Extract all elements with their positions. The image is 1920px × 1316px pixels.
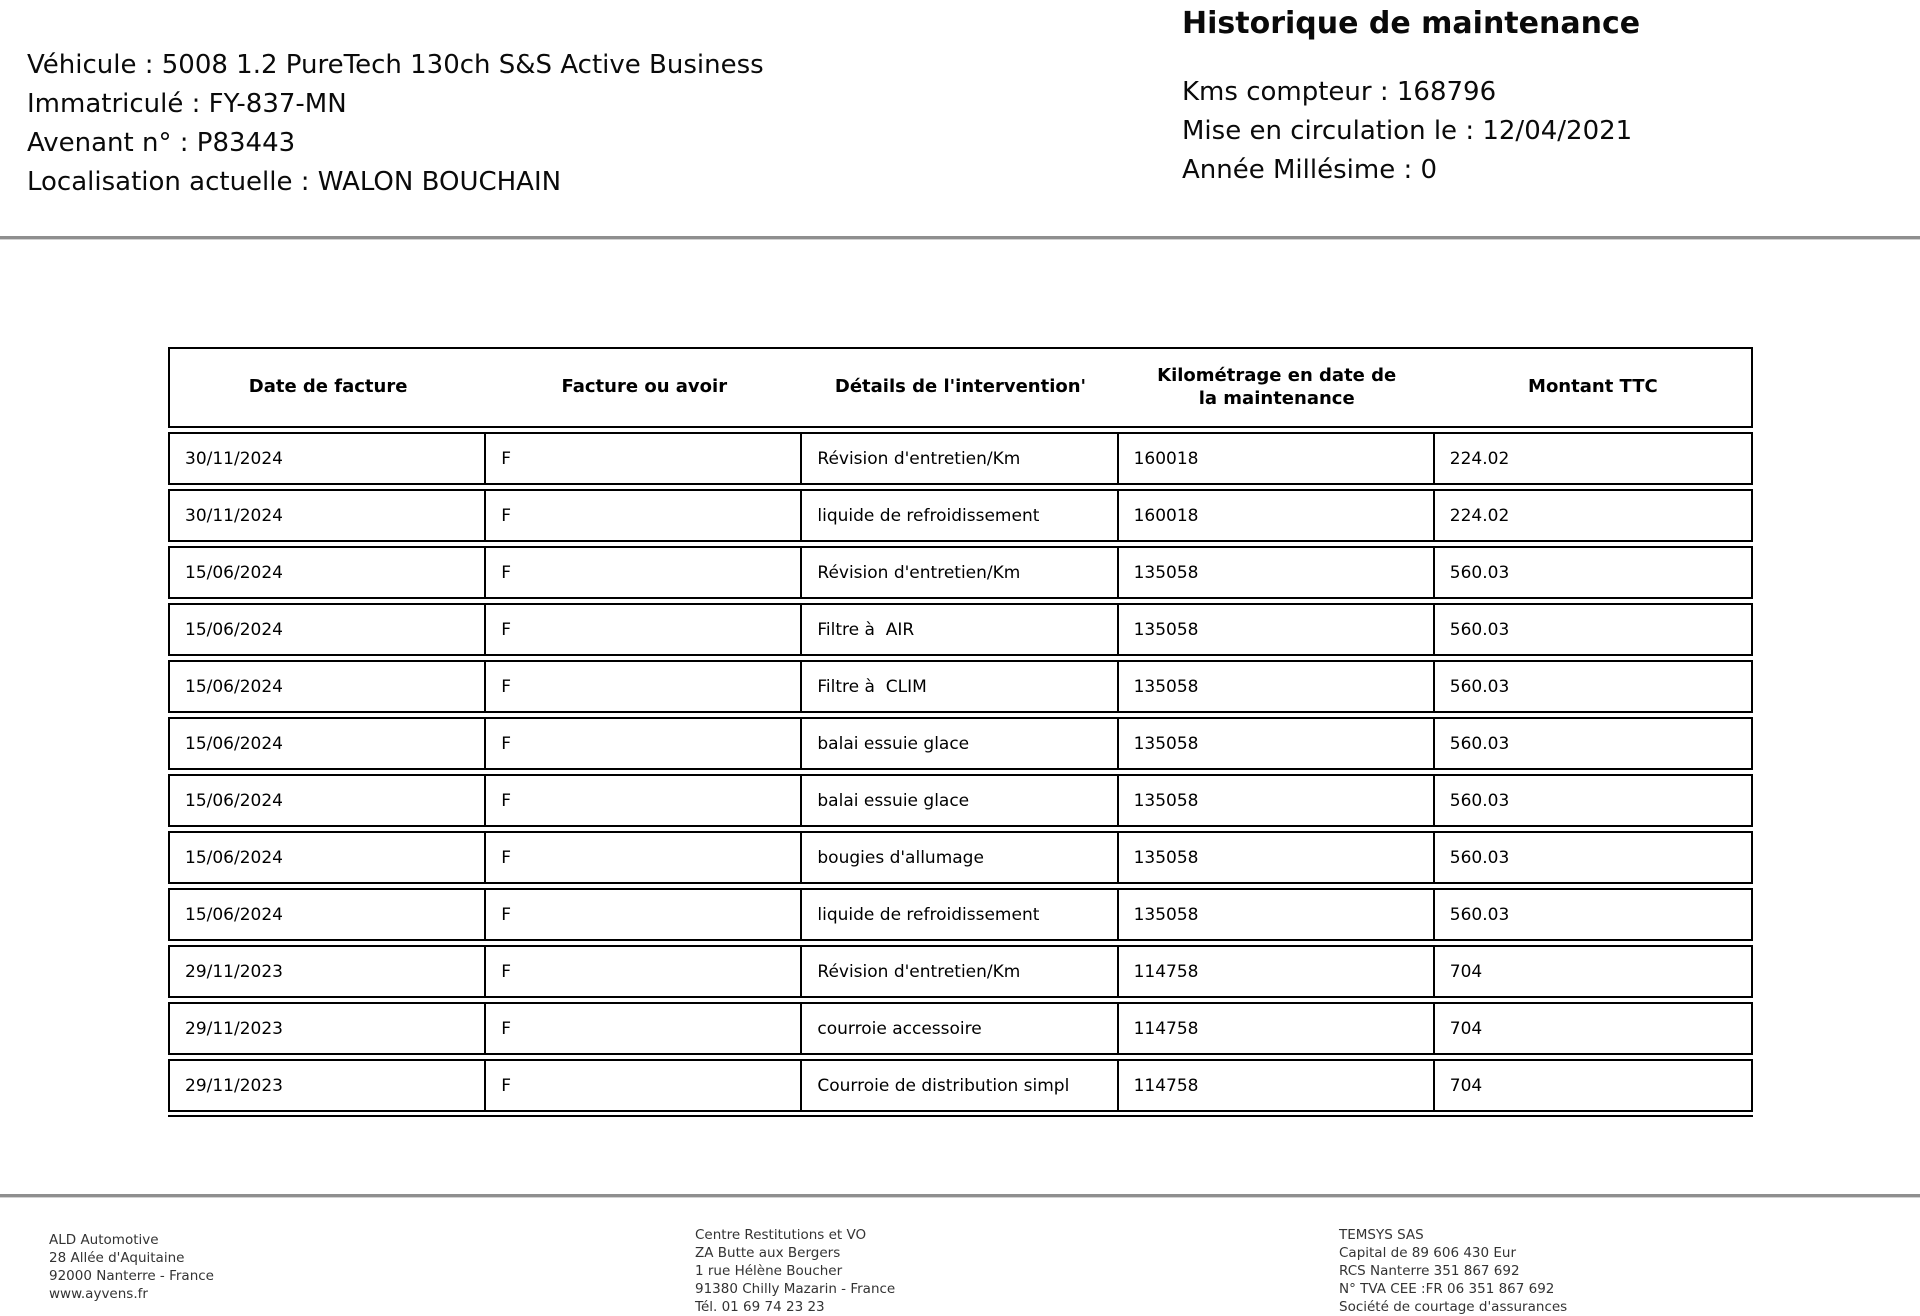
model-year-line: Année Millésime : 0 bbox=[1182, 155, 1438, 185]
cell-date: 30/11/2024 bbox=[170, 434, 486, 483]
cell-facture: F bbox=[486, 1061, 802, 1110]
cell-facture: F bbox=[486, 434, 802, 483]
cell-facture: F bbox=[486, 890, 802, 939]
report-meta-lines bbox=[1182, 73, 1640, 190]
cell-montant: 560.03 bbox=[1449, 733, 1510, 754]
cell-kilometrage: 114758 bbox=[1119, 1004, 1435, 1053]
cell-kilometrage: 135058 bbox=[1119, 776, 1435, 825]
footer-company-name: ALD Automotive bbox=[49, 1232, 159, 1248]
footer-center-name: Centre Restitutions et VO bbox=[695, 1227, 867, 1243]
cell-montant: 560.03 bbox=[1449, 790, 1510, 811]
table-row bbox=[168, 1002, 1753, 1055]
cell-kilometrage: 135058 bbox=[1119, 548, 1435, 597]
cell-details: Filtre à CLIM bbox=[802, 662, 1118, 711]
cell-date: 15/06/2024 bbox=[170, 719, 486, 768]
cell-montant: 560.03 bbox=[1449, 676, 1510, 697]
cell-details: liquide de refroidissement bbox=[802, 491, 1118, 540]
footer-legal-capital: Capital de 89 606 430 Eur bbox=[1339, 1245, 1517, 1261]
cell-date: 15/06/2024 bbox=[170, 890, 486, 939]
vehicle-location-line: Localisation actuelle : WALON BOUCHAIN bbox=[27, 167, 562, 197]
cell-date: 15/06/2024 bbox=[170, 833, 486, 882]
vehicle-info-block bbox=[27, 46, 764, 202]
cell-montant: 560.03 bbox=[1449, 562, 1510, 583]
cell-kilometrage: 135058 bbox=[1119, 890, 1435, 939]
footer-company-city: 92000 Nanterre - France bbox=[49, 1268, 214, 1284]
maintenance-table bbox=[168, 347, 1753, 1117]
vehicle-model-line: Véhicule : 5008 1.2 PureTech 130ch S&S Active Business bbox=[27, 50, 764, 80]
cell-date: 29/11/2023 bbox=[170, 1004, 486, 1053]
cell-kilometrage: 114758 bbox=[1119, 947, 1435, 996]
column-header-details: Détails de l'intervention' bbox=[834, 376, 1087, 398]
table-row bbox=[168, 546, 1753, 599]
table-row bbox=[168, 432, 1753, 485]
footer-center-block bbox=[695, 1226, 895, 1316]
cell-details: Filtre à AIR bbox=[802, 605, 1118, 654]
cell-facture: F bbox=[486, 491, 802, 540]
footer-legal-block bbox=[1339, 1226, 1567, 1316]
cell-kilometrage: 135058 bbox=[1119, 605, 1435, 654]
kms-counter-line: Kms compteur : 168796 bbox=[1182, 77, 1497, 107]
column-header-montant: Montant TTC bbox=[1528, 376, 1658, 398]
cell-details: Révision d'entretien/Km bbox=[802, 548, 1118, 597]
cell-montant: 224.02 bbox=[1449, 505, 1510, 526]
cell-montant: 704 bbox=[1449, 1018, 1483, 1039]
cell-facture: F bbox=[486, 605, 802, 654]
cell-facture: F bbox=[486, 947, 802, 996]
cell-details: Courroie de distribution simpl bbox=[802, 1061, 1118, 1110]
table-row bbox=[168, 603, 1753, 656]
cell-kilometrage: 160018 bbox=[1119, 434, 1435, 483]
footer-legal-tva: N° TVA CEE :FR 06 351 867 692 bbox=[1339, 1281, 1555, 1297]
cell-details: balai essuie glace bbox=[802, 776, 1118, 825]
header-divider-line bbox=[0, 236, 1920, 240]
cell-facture: F bbox=[486, 833, 802, 882]
column-header-date: Date de facture bbox=[248, 376, 408, 398]
cell-date: 15/06/2024 bbox=[170, 662, 486, 711]
cell-details: Révision d'entretien/Km bbox=[802, 434, 1118, 483]
footer-divider-line bbox=[0, 1194, 1920, 1198]
cell-montant: 224.02 bbox=[1449, 448, 1510, 469]
cell-details: liquide de refroidissement bbox=[802, 890, 1118, 939]
table-row bbox=[168, 888, 1753, 941]
table-row bbox=[168, 1059, 1753, 1112]
cell-kilometrage: 135058 bbox=[1119, 833, 1435, 882]
cell-facture: F bbox=[486, 1004, 802, 1053]
cell-details: courroie accessoire bbox=[802, 1004, 1118, 1053]
cell-montant: 560.03 bbox=[1449, 847, 1510, 868]
vehicle-avenant-line: Avenant n° : P83443 bbox=[27, 128, 296, 158]
page-title: Historique de maintenance bbox=[1182, 6, 1641, 41]
cell-date: 29/11/2023 bbox=[170, 947, 486, 996]
table-row bbox=[168, 489, 1753, 542]
cell-date: 30/11/2024 bbox=[170, 491, 486, 540]
report-header-block bbox=[1182, 6, 1640, 190]
cell-kilometrage: 135058 bbox=[1119, 719, 1435, 768]
footer-company-block bbox=[49, 1231, 214, 1303]
cell-details: bougies d'allumage bbox=[802, 833, 1118, 882]
cell-date: 15/06/2024 bbox=[170, 605, 486, 654]
cell-facture: F bbox=[486, 776, 802, 825]
footer-center-phone: Tél. 01 69 74 23 23 bbox=[695, 1299, 825, 1315]
cell-kilometrage: 135058 bbox=[1119, 662, 1435, 711]
footer-company-website: www.ayvens.fr bbox=[49, 1286, 148, 1302]
cell-montant: 704 bbox=[1449, 1075, 1483, 1096]
cell-kilometrage: 114758 bbox=[1119, 1061, 1435, 1110]
footer-center-city: 91380 Chilly Mazarin - France bbox=[695, 1281, 896, 1297]
cell-kilometrage: 160018 bbox=[1119, 491, 1435, 540]
cell-montant: 560.03 bbox=[1449, 619, 1510, 640]
table-body bbox=[168, 432, 1753, 1112]
cell-date: 29/11/2023 bbox=[170, 1061, 486, 1110]
footer-legal-name: TEMSYS SAS bbox=[1339, 1227, 1424, 1243]
table-row bbox=[168, 831, 1753, 884]
cell-date: 15/06/2024 bbox=[170, 548, 486, 597]
table-bottom-line bbox=[168, 1115, 1753, 1117]
table-row bbox=[168, 660, 1753, 713]
cell-montant: 704 bbox=[1449, 961, 1483, 982]
circulation-date-line: Mise en circulation le : 12/04/2021 bbox=[1182, 116, 1633, 146]
table-row bbox=[168, 717, 1753, 770]
footer-center-street2: 1 rue Hélène Boucher bbox=[695, 1263, 843, 1279]
footer-center-street1: ZA Butte aux Bergers bbox=[695, 1245, 841, 1261]
column-header-facture: Facture ou avoir bbox=[561, 376, 728, 398]
table-row bbox=[168, 774, 1753, 827]
column-header-kilometrage: Kilométrage en date de la maintenance bbox=[1157, 365, 1397, 409]
table-row bbox=[168, 945, 1753, 998]
cell-facture: F bbox=[486, 548, 802, 597]
cell-details: Révision d'entretien/Km bbox=[802, 947, 1118, 996]
cell-montant: 560.03 bbox=[1449, 904, 1510, 925]
cell-date: 15/06/2024 bbox=[170, 776, 486, 825]
cell-facture: F bbox=[486, 719, 802, 768]
cell-facture: F bbox=[486, 662, 802, 711]
footer-company-street: 28 Allée d'Aquitaine bbox=[49, 1250, 185, 1266]
cell-details: balai essuie glace bbox=[802, 719, 1118, 768]
footer-legal-societe: Société de courtage d'assurances bbox=[1339, 1299, 1568, 1315]
footer-legal-rcs: RCS Nanterre 351 867 692 bbox=[1339, 1263, 1520, 1279]
table-header-row bbox=[168, 347, 1753, 428]
vehicle-plate-line: Immatriculé : FY-837-MN bbox=[27, 89, 347, 119]
